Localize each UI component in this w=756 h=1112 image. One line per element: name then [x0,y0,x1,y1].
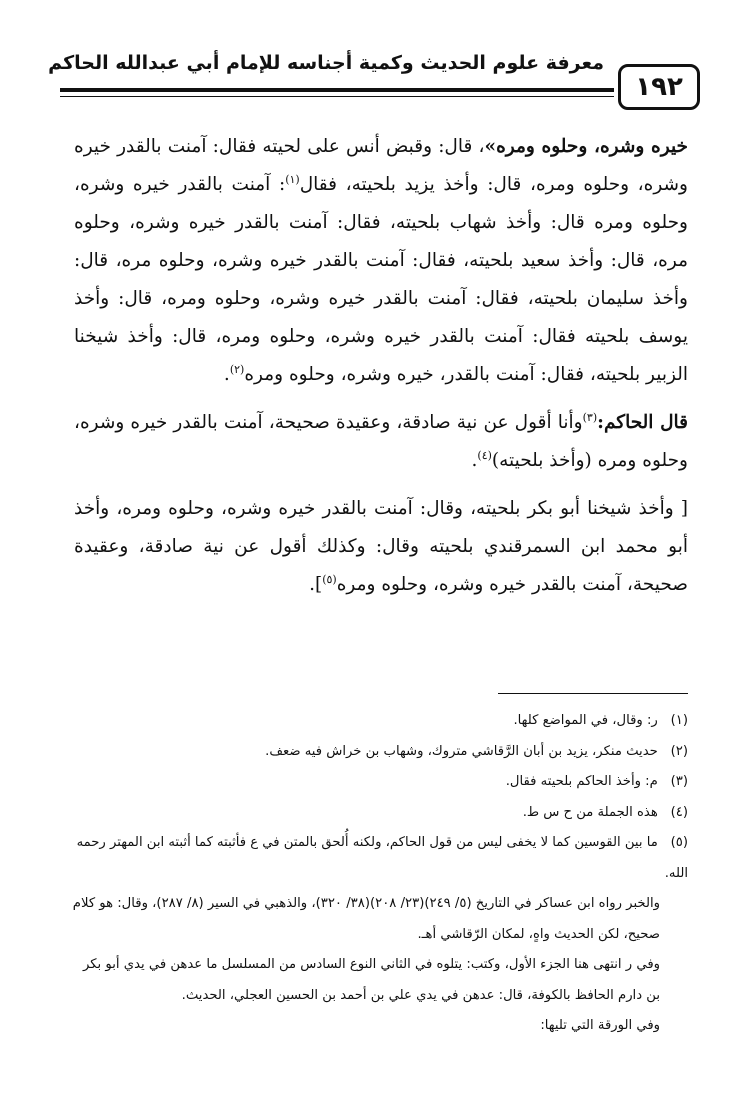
text-run: [ وأخذ شيخنا أبو بكر بلحيته، وقال: آمنت بالقدر خيره وشره، وحلوه ومره، وأخذ أبو محمد ابن السمرقندي بلحيته وقال: وكذلك أقول عن نية صادقة، وعقيدة صحيحة، آمنت بالقدر خيره وشره، وحلوه ومره [74,498,688,595]
footnote-ref: (١) [285,172,300,186]
text-run: . [223,364,230,385]
bold-lead: قال الحاكم: [597,412,688,433]
footnote-ref: (٣) [582,410,598,424]
footnote-5 [70,828,688,889]
footnote-ref: (٥) [322,572,337,586]
footnote-number: (٥) [670,835,688,850]
footnote-continuation: والخبر رواه ابن عساكر في التاريخ (٥/ ٢٤٩)(٢٣/ ٢٠٨)(٣٨/ ٣٢٠)، والذهبي في السير (٨/ ٢٨٧)، وقال: هو كلام صحيح، لكن الحديث واهٍ، لمكان الرّقاشي أهـ. [72,896,660,942]
text-run: . [471,450,478,471]
header-rule-thick [60,88,614,92]
paragraph-3 [74,490,688,604]
footnote-number: (١) [670,713,688,728]
bold-lead: خيره وشره، وحلوه ومره» [484,136,688,157]
footnote-ref: (٤) [477,448,492,462]
paragraph-2 [74,404,688,480]
running-title: معرفة علوم الحديث وكمية أجناسه للإمام أبي عبدالله الحاكم [48,52,604,74]
page-header [48,40,700,110]
page-number: ١٩٢ [618,64,700,110]
footnote-number: (٢) [670,743,688,759]
footnote-separator [498,693,688,694]
footnote-4 [70,798,688,829]
text-run: ، قال: وقبض أنس على لحيته فقال: آمنت بالقدر خيره وشره، وحلوه ومره، قال: وأخذ يزيد بلحيته، فقال [74,136,688,195]
footnote-text: حديث منكر، يزيد بن أبان الرَّقاشي متروك، وشهاب بن خراش فيه ضعف. [265,743,658,759]
footnote-text: ر: وقال، في المواضع كلها. [513,713,658,728]
paragraph-1 [74,128,688,394]
text-run: : آمنت بالقدر خيره وشره، وحلوه ومره قال: وأخذ شهاب بلحيته، فقال: آمنت بالقدر خيره وشره، وحلوه مره، قال: وأخذ سعيد بلحيته، فقال: آمنت بالقدر خيره وشره، وحلوه مره، قال: وأخذ سليمان بلحيته، فقال: آمنت بالقدر خيره وشره، وحلوه ومره، قال: وأخذ يوسف بلحيته فقال: آمنت بالقدر خيره وشره، وحلوه ومره، قال: وأخذ شيخنا الزبير بلحيته، فقال: آمنت بالقدر، خيره وشره، وحلوه ومره [74,174,688,385]
main-text [74,128,688,614]
footnote-3 [70,767,688,798]
footnote-2 [70,737,688,768]
header-rule-thin [60,96,614,97]
text-run: ]. [309,574,323,595]
footnote-text: هذه الجملة من ح س ط. [522,804,658,820]
footnote-text: ما بين القوسين كما لا يخفى ليس من قول الحاكم، ولكنه أُلحق بالمتن في ع فأثبته كما أثبته ابن المهتر رحمه الله. [76,835,688,881]
text-run: وأنا أقول عن نية صادقة، وعقيدة صحيحة، آمنت بالقدر خيره وشره، وحلوه ومره (وأخذ بلحيته) [74,412,688,471]
footnotes [70,706,688,1042]
footnote-ref: (٢) [229,362,245,376]
footnote-1 [70,706,688,737]
footnote-continuation: وفي ر انتهى هنا الجزء الأول، وكتب: يتلوه في الثاني النوع السادس من المسلسل ما عدهن في يدي أبو بكر بن دارم الحافظ بالكوفة، قال: عدهن في يدي علي بن أحمد بن الحسين العجلي، الحديث. [83,957,660,1003]
footnote-continuation: وفي الورقة التي تليها: [540,1018,660,1033]
footnote-text: م: وأخذ الحاكم بلحيته فقال. [505,774,658,789]
footnote-number: (٤) [670,804,688,820]
footnote-number: (٣) [670,774,688,789]
